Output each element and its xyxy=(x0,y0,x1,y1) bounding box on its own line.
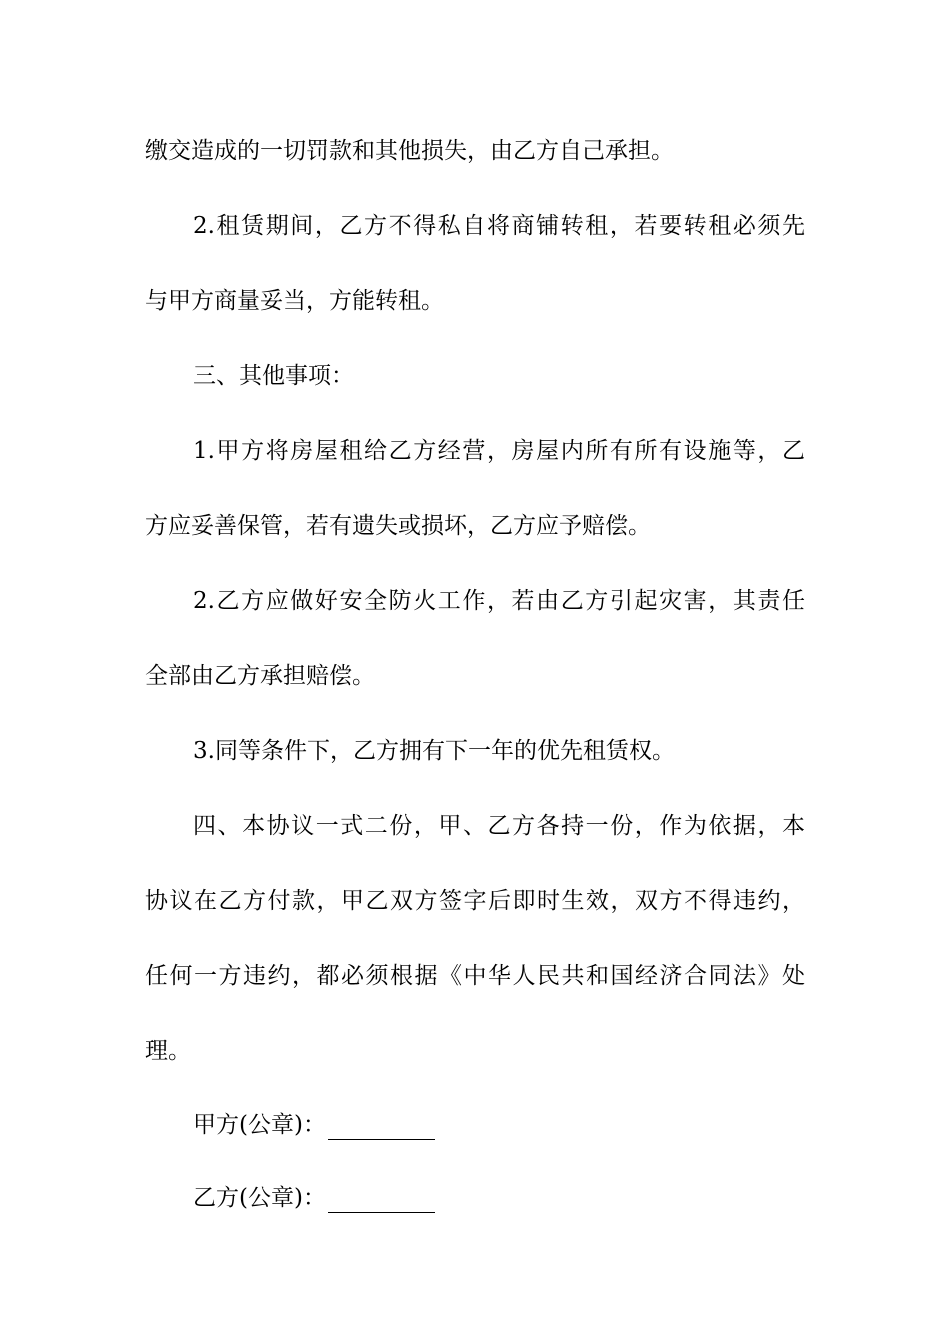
signature-party-a-blank xyxy=(328,1117,435,1140)
paragraph-line-12: 任何一方违约，都必须根据《中华人民共和国经济合同法》处 xyxy=(145,963,805,989)
paragraph-line-2: 2.租赁期间，乙方不得私自将商铺转租，若要转租必须先 xyxy=(193,213,805,239)
signature-party-b-label: 乙方(公章)： xyxy=(193,1185,326,1211)
signature-party-a-label: 甲方(公章)： xyxy=(193,1112,326,1138)
section-heading-other-matters: 三、其他事项： xyxy=(193,363,354,389)
paragraph-line-3: 与甲方商量妥当，方能转租。 xyxy=(145,288,444,314)
signature-party-b xyxy=(193,1183,435,1213)
paragraph-line-7: 2.乙方应做好安全防火工作，若由乙方引起灾害，其责任 xyxy=(193,588,805,614)
paragraph-line-10: 四、本协议一式二份，甲、乙方各持一份，作为依据，本 xyxy=(193,813,805,839)
paragraph-line-11: 协议在乙方付款，甲乙双方签字后即时生效，双方不得违约， xyxy=(145,888,805,914)
signature-party-b-blank xyxy=(328,1190,435,1213)
paragraph-line-1: 缴交造成的一切罚款和其他损失，由乙方自己承担。 xyxy=(145,138,674,164)
paragraph-line-9: 3.同等条件下，乙方拥有下一年的优先租赁权。 xyxy=(193,738,675,764)
paragraph-line-6: 方应妥善保管，若有遗失或损坏，乙方应予赔偿。 xyxy=(145,513,651,539)
paragraph-line-5: 1.甲方将房屋租给乙方经营，房屋内所有所有设施等，乙 xyxy=(193,438,805,464)
signature-party-a xyxy=(193,1110,435,1140)
paragraph-line-8: 全部由乙方承担赔偿。 xyxy=(145,663,375,689)
paragraph-line-13: 理。 xyxy=(145,1038,191,1064)
